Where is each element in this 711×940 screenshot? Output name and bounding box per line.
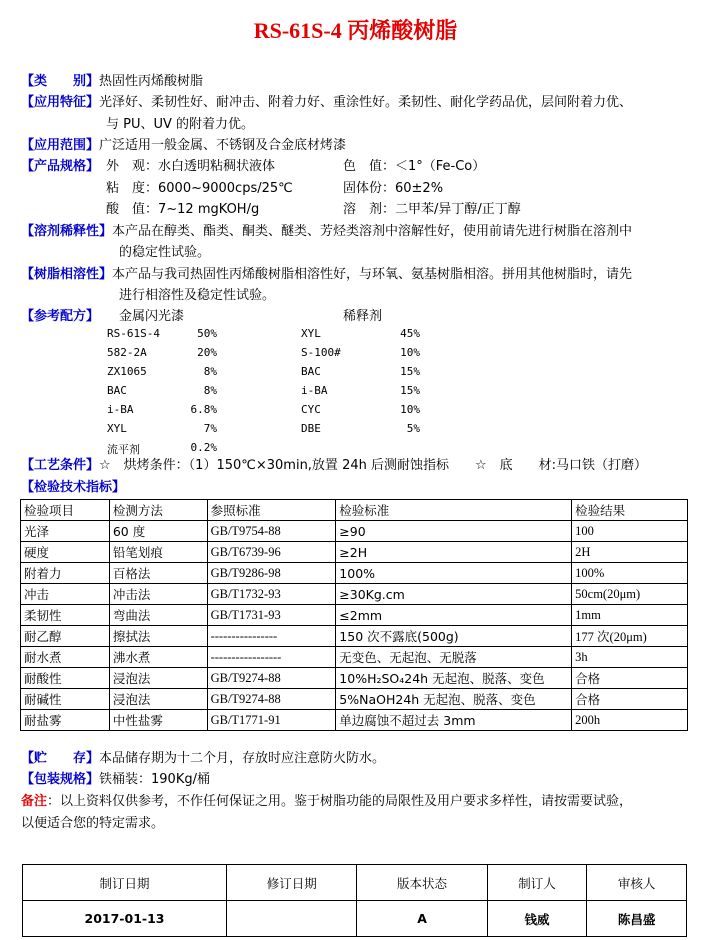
table-cell: GB/T1731-93: [207, 605, 336, 626]
sign-revision-date: [227, 901, 357, 937]
formula-right-component: CYC: [301, 403, 321, 416]
dilution-line: [21, 222, 632, 242]
sign-value-row: [23, 901, 687, 937]
table-cell: 合格: [572, 689, 688, 710]
table-row: [21, 626, 688, 647]
table-row: [21, 647, 688, 668]
table-cell: 耐盐雾: [21, 710, 110, 731]
category-value: 热固性丙烯酸树脂: [99, 74, 204, 89]
sign-date: 2017-01-13: [23, 901, 227, 937]
formula-left-percent: 50%: [197, 327, 217, 340]
formula-left-percent: 20%: [197, 346, 217, 359]
formula-left-component: ZX1065: [107, 365, 147, 378]
table-cell: 50cm(20μm): [572, 584, 688, 605]
formula-left-percent: 0.2%: [190, 441, 217, 454]
table-cell: 150 次不露底(500g): [336, 626, 572, 647]
note-value-1: ：以上资料仅供参考，不作任何保证之用。鉴于树脂功能的局限性及用户要求多样性，请按需要试验，: [47, 794, 633, 809]
sign-reviewer: 陈昌盛: [587, 901, 687, 937]
formula-left-component: RS-61S-4: [107, 327, 160, 340]
table-cell: 光泽: [21, 521, 110, 542]
sign-author: 钱威: [487, 901, 587, 937]
table-cell: 1mm: [572, 605, 688, 626]
table-cell: GB/T1732-93: [207, 584, 336, 605]
table-cell: -----------------: [207, 647, 336, 668]
formula-right-title: 稀释剂: [343, 309, 383, 324]
table-cell: 冲击法: [109, 584, 207, 605]
table-cell: GB/T9754-88: [207, 521, 336, 542]
table-cell: 铅笔划痕: [109, 542, 207, 563]
tech-header-cell: 参照标准: [207, 500, 336, 521]
table-cell: 100: [572, 521, 688, 542]
compat-line: [21, 265, 632, 285]
table-cell: ≥2H: [336, 542, 572, 563]
tech-header-cell: 检验结果: [572, 500, 688, 521]
table-cell: 附着力: [21, 563, 110, 584]
table-cell: 100%: [572, 563, 688, 584]
note-value-2: 以便适合您的特定需求。: [21, 816, 165, 831]
table-cell: GB/T6739-96: [207, 542, 336, 563]
page-title: RS-61S-4 丙烯酸树脂: [253, 18, 458, 43]
formula-left-percent: 6.8%: [190, 403, 217, 416]
table-cell: ≤2mm: [336, 605, 572, 626]
formula-right-component: i-BA: [301, 384, 328, 397]
table-cell: 中性盐雾: [109, 710, 207, 731]
process-line: [21, 456, 647, 476]
formula-left-component: 582-2A: [107, 346, 147, 359]
note-line: [21, 792, 632, 812]
category-line: [21, 72, 203, 92]
formula-left-component: BAC: [107, 384, 127, 397]
spec-appearance: 外 观：水白透明粘稠状液体: [106, 159, 276, 174]
tech-table: [20, 499, 688, 731]
storage-line: [21, 749, 385, 769]
table-cell: 耐乙醇: [21, 626, 110, 647]
table-cell: 耐酸性: [21, 668, 110, 689]
table-cell: 3h: [572, 647, 688, 668]
table-cell: 硬度: [21, 542, 110, 563]
table-cell: 冲击: [21, 584, 110, 605]
formula-right-percent: 45%: [400, 327, 420, 340]
table-cell: 沸水煮: [109, 647, 207, 668]
table-cell: 弯曲法: [109, 605, 207, 626]
tech-header-cell: 检测方法: [109, 500, 207, 521]
table-cell: 百格法: [109, 563, 207, 584]
storage-label: 【贮 存】: [21, 751, 100, 766]
scope-line: [21, 136, 346, 156]
table-cell: ≥90: [336, 521, 572, 542]
formula-right-component: S-100#: [301, 346, 341, 359]
sign-table: [22, 864, 687, 937]
compat-label: 【树脂相溶性】: [21, 267, 113, 282]
storage-value: 本品储存期为十二个月，存放时应注意防火防水。: [99, 751, 386, 766]
process-value: ☆ 烘烤条件：（1）150℃×30min,放置 24h 后测耐蚀指标 ☆ 底 材:马口铁（打磨）: [99, 458, 648, 473]
formula-left-component: XYL: [107, 422, 127, 435]
table-cell: 60 度: [109, 521, 207, 542]
tech-header-cell: 检验标准: [336, 500, 572, 521]
table-cell: GB/T9274-88: [207, 689, 336, 710]
application-label: 【应用特征】: [21, 95, 100, 110]
table-cell: 单边腐蚀不超过去 3mm: [336, 710, 572, 731]
scope-label: 【应用范围】: [21, 138, 100, 153]
scope-value: 广泛适用一般金属、不锈钢及合金底材烤漆: [99, 138, 347, 153]
table-row: [21, 563, 688, 584]
table-cell: 无变色、无起泡、无脱落: [336, 647, 572, 668]
application-value-1: 光泽好、柔韧性好、耐冲击、附着力好、重涂性好。柔韧性、耐化学药品优，层间附着力优、: [99, 95, 633, 110]
formula-right-percent: 5%: [406, 422, 420, 435]
spec-solid: 固体份：60±2%: [343, 181, 444, 196]
table-cell: GB/T1771-91: [207, 710, 336, 731]
table-cell: 浸泡法: [109, 689, 207, 710]
formula-left-percent: 8%: [203, 365, 217, 378]
spec-label: 【产品规格】: [21, 159, 100, 174]
table-row: [21, 689, 688, 710]
table-cell: 擦拭法: [109, 626, 207, 647]
formula-right-percent: 15%: [400, 365, 420, 378]
table-cell: 10%H₂SO₄24h 无起泡、脱落、变色: [336, 668, 572, 689]
formula-label: 【参考配方】: [21, 309, 100, 324]
package-label: 【包装规格】: [21, 772, 100, 787]
sign-header: 制订人: [487, 865, 587, 901]
tech-header-cell: 检验项目: [21, 500, 110, 521]
formula-right-component: BAC: [301, 365, 321, 378]
table-cell: 5%NaOH24h 无起泡、脱落、变色: [336, 689, 572, 710]
table-row: [21, 710, 688, 731]
table-cell: GB/T9274-88: [207, 668, 336, 689]
table-cell: 浸泡法: [109, 668, 207, 689]
compat-value-1: 本产品与我司热固性丙烯酸树脂相溶性好，与环氧、氨基树脂相溶。拼用其他树脂时，请先: [112, 267, 633, 282]
compat-value-2: 进行相溶性及稳定性试验。: [119, 288, 276, 303]
table-cell: 2H: [572, 542, 688, 563]
process-label: 【工艺条件】: [21, 458, 100, 473]
spec-viscosity: 粘 度：6000~9000cps/25℃: [106, 181, 293, 196]
sign-header: 审核人: [587, 865, 687, 901]
table-row: [21, 542, 688, 563]
sign-header: 修订日期: [227, 865, 357, 901]
table-row: [21, 605, 688, 626]
dilution-value-1: 本产品在醇类、酯类、酮类、醚类、芳烃类溶剂中溶解性好，使用前请先进行树脂在溶剂中: [112, 224, 633, 239]
formula-right-component: XYL: [301, 327, 321, 340]
note-label: 备注: [21, 794, 48, 809]
formula-left-component: i-BA: [107, 403, 134, 416]
sign-version: A: [357, 901, 487, 937]
tech-label: 【检验技术指标】: [21, 480, 126, 495]
table-cell: ----------------: [207, 626, 336, 647]
table-cell: 耐碱性: [21, 689, 110, 710]
table-cell: 200h: [572, 710, 688, 731]
table-cell: GB/T9286-98: [207, 563, 336, 584]
formula-left-title: 金属闪光漆: [119, 309, 185, 324]
table-cell: 100%: [336, 563, 572, 584]
table-cell: 177 次(20μm): [572, 626, 688, 647]
formula-right-percent: 15%: [400, 384, 420, 397]
table-row: [21, 668, 688, 689]
table-cell: 合格: [572, 668, 688, 689]
sign-header: 制订日期: [23, 865, 227, 901]
formula-right-percent: 10%: [400, 403, 420, 416]
table-row: [21, 521, 688, 542]
spec-solvent: 溶 剂：二甲苯/异丁醇/正丁醇: [343, 202, 521, 217]
table-cell: 柔韧性: [21, 605, 110, 626]
sign-header-row: [23, 865, 687, 901]
package-value: 铁桶装：190Kg/桶: [99, 772, 210, 787]
spec-acid: 酸 值：7~12 mgKOH/g: [106, 202, 260, 217]
category-label: 【类 别】: [21, 74, 100, 89]
dilution-label: 【溶剂稀释性】: [21, 224, 113, 239]
formula-left-component: 流平剂: [107, 443, 140, 456]
formula-right-percent: 10%: [400, 346, 420, 359]
table-row: [21, 584, 688, 605]
formula-left-percent: 8%: [203, 384, 217, 397]
dilution-value-2: 的稳定性试验。: [119, 245, 211, 260]
table-cell: 耐水煮: [21, 647, 110, 668]
table-cell: ≥30Kg.cm: [336, 584, 572, 605]
application-line: [21, 93, 632, 113]
sign-header: 版本状态: [357, 865, 487, 901]
tech-header-row: [21, 500, 688, 521]
application-value-2: 与 PU、UV 的附着力优。: [106, 117, 255, 132]
spec-color: 色 值：＜1°（Fe-Co）: [343, 159, 486, 174]
package-line: [21, 770, 210, 790]
formula-left-percent: 7%: [203, 422, 217, 435]
formula-right-component: DBE: [301, 422, 321, 435]
